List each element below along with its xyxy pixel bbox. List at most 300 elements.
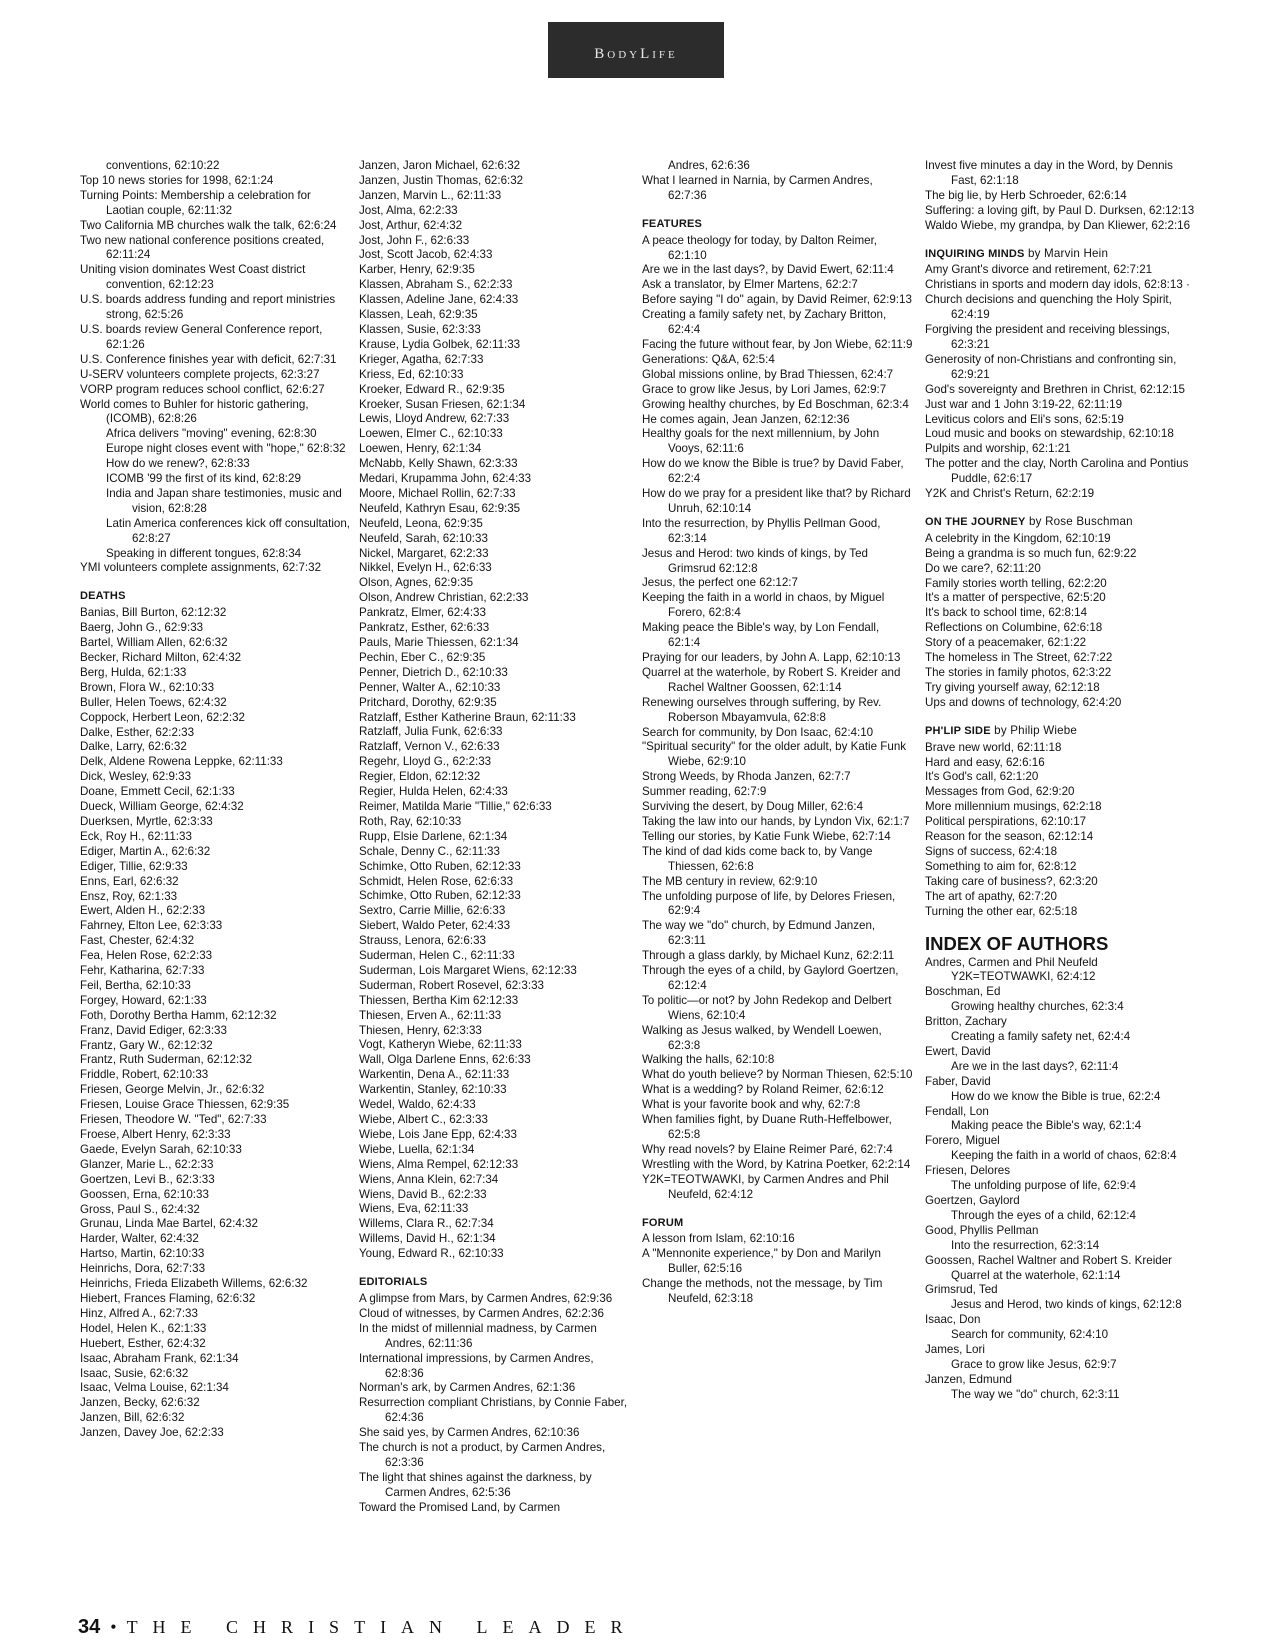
author-name: Grimsrud, Ted bbox=[925, 1283, 998, 1297]
index-entry: Generosity of non-Christians and confronting sin, 62:9:21 bbox=[925, 352, 1177, 381]
author-work: Through the eyes of a child, 62:12:4 bbox=[951, 1208, 1136, 1222]
author-name: Fendall, Lon bbox=[925, 1104, 989, 1118]
index-entry: Enns, Earl, 62:6:32 bbox=[80, 874, 179, 888]
index-entry: Generations: Q&A, 62:5:4 bbox=[642, 352, 775, 366]
index-entry: Regier, Hulda Helen, 62:4:33 bbox=[359, 785, 508, 799]
index-entry: Warkentin, Stanley, 62:10:33 bbox=[359, 1083, 507, 1097]
index-entry: U-SERV volunteers complete projects, 62:3:27 bbox=[80, 367, 320, 381]
index-entry: Willems, Clara R., 62:7:34 bbox=[359, 1217, 494, 1231]
index-entry: A peace theology for today, by Dalton Reimer, 62:1:10 bbox=[642, 233, 878, 262]
index-entry: A lesson from Islam, 62:10:16 bbox=[642, 1232, 795, 1246]
index-entry: Jost, Alma, 62:2:33 bbox=[359, 203, 458, 217]
index-entry: Kroeker, Susan Friesen, 62:1:34 bbox=[359, 397, 526, 411]
index-entry: A glimpse from Mars, by Carmen Andres, 62:9:36 bbox=[359, 1291, 613, 1305]
index-entry: Grace to grow like Jesus, by Lori James, 62:9:7 bbox=[642, 382, 887, 396]
index-entry: Norman's ark, by Carmen Andres, 62:1:36 bbox=[359, 1381, 576, 1395]
index-entry: Heinrichs, Dora, 62:7:33 bbox=[80, 1262, 206, 1276]
index-entry: Harder, Walter, 62:4:32 bbox=[80, 1232, 199, 1246]
index-entry: Summer reading, 62:7:9 bbox=[642, 785, 767, 799]
editorials-heading: EDITORIALS bbox=[359, 1276, 428, 1289]
index-entry: Regier, Eldon, 62:12:32 bbox=[359, 770, 481, 784]
author-name: Friesen, Delores bbox=[925, 1164, 1011, 1178]
index-entry: U.S. boards address funding and report ministries strong, 62:5:26 bbox=[80, 293, 336, 322]
index-entry: Doane, Emmett Cecil, 62:1:33 bbox=[80, 785, 235, 799]
index-entry: Neufeld, Leona, 62:9:35 bbox=[359, 516, 483, 530]
index-entry: What I learned in Narnia, by Carmen Andres, 62:7:36 bbox=[642, 173, 873, 202]
index-entry: Wiebe, Lois Jane Epp, 62:4:33 bbox=[359, 1127, 517, 1141]
index-entry: Africa delivers "moving" evening, 62:8:30 bbox=[106, 427, 317, 441]
on-the-journey-author: by Rose Buschman bbox=[1025, 514, 1133, 528]
index-entry: Quarrel at the waterhole, by Robert S. Kreider and Rachel Waltner Goossen, 62:1:14 bbox=[642, 665, 901, 694]
index-entry: Global missions online, by Brad Thiessen, 62:4:7 bbox=[642, 367, 894, 381]
index-entry: Change the methods, not the message, by Tim Neufeld, 62:3:18 bbox=[642, 1277, 883, 1306]
index-entry: Friesen, Louise Grace Thiessen, 62:9:35 bbox=[80, 1098, 290, 1112]
index-entry: Hinz, Alfred A., 62:7:33 bbox=[80, 1306, 198, 1320]
index-entry: Before saying "I do" again, by David Reimer, 62:9:13 bbox=[642, 293, 912, 307]
index-entry: Heinrichs, Frieda Elizabeth Willems, 62:6:32 bbox=[80, 1277, 308, 1291]
index-entry: How do we renew?, 62:8:33 bbox=[106, 457, 250, 471]
index-entry: Two new national conference positions created, 62:11:24 bbox=[80, 233, 325, 262]
index-entry: Buller, Helen Toews, 62:4:32 bbox=[80, 695, 227, 709]
index-entry: Olson, Andrew Christian, 62:2:33 bbox=[359, 591, 529, 605]
index-entry: Dick, Wesley, 62:9:33 bbox=[80, 770, 192, 784]
index-entry: Dalke, Esther, 62:2:33 bbox=[80, 725, 195, 739]
index-entry: International impressions, by Carmen Andres, 62:8:36 bbox=[359, 1351, 594, 1380]
index-entry: She said yes, by Carmen Andres, 62:10:36 bbox=[359, 1426, 580, 1440]
index-entry: What is a wedding? by Roland Reimer, 62:6:12 bbox=[642, 1083, 884, 1097]
section-header-label: BodyLife bbox=[594, 46, 678, 62]
index-entry: Dalke, Larry, 62:6:32 bbox=[80, 740, 187, 754]
index-entry: Political perspirations, 62:10:17 bbox=[925, 815, 1087, 829]
index-entry: Facing the future without fear, by Jon Wiebe, 62:11:9 bbox=[642, 337, 913, 351]
index-column-4 bbox=[925, 159, 1197, 1403]
author-work: Are we in the last days?, 62:11:4 bbox=[951, 1059, 1119, 1073]
deaths-heading: DEATHS bbox=[80, 590, 126, 603]
forum-list-continued bbox=[925, 159, 1197, 234]
index-entry: Thiessen, Bertha Kim 62:12:33 bbox=[359, 993, 519, 1007]
on-the-journey-title: ON THE JOURNEY bbox=[925, 515, 1026, 528]
phlip-side-list bbox=[925, 741, 1197, 920]
index-entry: Kriess, Ed, 62:10:33 bbox=[359, 367, 464, 381]
index-entry: Wall, Olga Darlene Enns, 62:6:33 bbox=[359, 1053, 531, 1067]
index-entry: Forgiving the president and receiving blessings, 62:3:21 bbox=[925, 323, 1170, 351]
author-name: Forero, Miguel bbox=[925, 1134, 1000, 1148]
phlip-side-author: by Philip Wiebe bbox=[990, 723, 1078, 737]
index-entry: India and Japan share testimonies, music and vision, 62:8:28 bbox=[106, 486, 342, 515]
index-entry: Telling our stories, by Katie Funk Wiebe, 62:7:14 bbox=[642, 829, 891, 843]
index-entry: Jost, Scott Jacob, 62:4:33 bbox=[359, 248, 493, 262]
index-entry: Vogt, Katheryn Wiebe, 62:11:33 bbox=[359, 1038, 522, 1052]
index-entry: Wiebe, Albert C., 62:3:33 bbox=[359, 1113, 488, 1126]
index-entry: Fea, Helen Rose, 62:2:33 bbox=[80, 949, 213, 963]
footer-bullet: • bbox=[110, 1617, 117, 1637]
index-entry: The unfolding purpose of life, by Delores Friesen, 62:9:4 bbox=[642, 889, 896, 918]
index-entry: Jesus, the perfect one 62:12:7 bbox=[642, 576, 798, 590]
index-entry: Baerg, John G., 62:9:33 bbox=[80, 621, 204, 635]
index-entry: Isaac, Abraham Frank, 62:1:34 bbox=[80, 1351, 239, 1365]
index-entry: It's back to school time, 62:8:14 bbox=[925, 606, 1088, 620]
index-column-1 bbox=[80, 159, 352, 1441]
index-entry: Ups and downs of technology, 62:4:20 bbox=[925, 695, 1122, 709]
editorials-list-continued bbox=[642, 159, 914, 204]
index-entry: Banias, Bill Burton, 62:12:32 bbox=[80, 606, 227, 620]
index-entry: Gross, Paul S., 62:4:32 bbox=[80, 1202, 200, 1216]
index-entry: In the midst of millennial madness, by Carmen Andres, 62:11:36 bbox=[359, 1321, 597, 1350]
index-entry: Taking the law into our hands, by Lyndon Vix, 62:1:7 bbox=[642, 814, 910, 828]
author-name: Isaac, Don bbox=[925, 1313, 981, 1327]
index-entry: The MB century in review, 62:9:10 bbox=[642, 874, 818, 888]
author-name: Janzen, Edmund bbox=[925, 1372, 1013, 1386]
index-entry: Suderman, Robert Rosevel, 62:3:33 bbox=[359, 978, 544, 992]
author-work: Growing healthy churches, 62:3:4 bbox=[951, 1000, 1124, 1014]
index-entry: Andres, 62:6:36 bbox=[668, 159, 750, 172]
index-entry: Loewen, Henry, 62:1:34 bbox=[359, 442, 482, 456]
index-entry: Moore, Michael Rollin, 62:7:33 bbox=[359, 486, 516, 500]
index-entry: Delk, Aldene Rowena Leppke, 62:11:33 bbox=[80, 755, 283, 769]
index-entry: Froese, Albert Henry, 62:3:33 bbox=[80, 1128, 231, 1141]
index-entry: Brave new world, 62:11:18 bbox=[925, 740, 1062, 754]
index-entry: Janzen, Becky, 62:6:32 bbox=[80, 1396, 200, 1410]
author-work: Jesus and Herod, two kinds of kings, 62:12:8 bbox=[951, 1298, 1182, 1312]
author-work: Grace to grow like Jesus, 62:9:7 bbox=[951, 1357, 1117, 1371]
index-entry: Frantz, Gary W., 62:12:32 bbox=[80, 1038, 213, 1052]
index-entry: Why read novels? by Elaine Reimer Paré, 62:7:4 bbox=[642, 1142, 893, 1156]
index-entry: Berg, Hulda, 62:1:33 bbox=[80, 665, 187, 679]
news-entries bbox=[80, 159, 352, 576]
index-entry: Gaede, Evelyn Sarah, 62:10:33 bbox=[80, 1142, 242, 1156]
index-entry: Strauss, Lenora, 62:6:33 bbox=[359, 934, 486, 948]
index-entry: Sextro, Carrie Millie, 62:6:33 bbox=[359, 904, 506, 918]
index-entry: The big lie, by Herb Schroeder, 62:6:14 bbox=[925, 188, 1127, 202]
index-entry: Y2K=TEOTWAWKI, by Carmen Andres and Phil Neufeld, 62:4:12 bbox=[642, 1172, 889, 1201]
index-entry: Jost, John F., 62:6:33 bbox=[359, 233, 470, 247]
index-entry: Turning the other ear, 62:5:18 bbox=[925, 904, 1078, 918]
index-entry: Waldo Wiebe, my grandpa, by Dan Kliewer, 62:2:16 bbox=[925, 218, 1191, 232]
index-entry: Huebert, Esther, 62:4:32 bbox=[80, 1336, 206, 1350]
index-entry: The church is not a product, by Carmen Andres, 62:3:36 bbox=[359, 1441, 606, 1469]
index-entry: Ratzlaff, Esther Katherine Braun, 62:11:33 bbox=[359, 710, 576, 724]
index-entry: "Spiritual security" for the older adult, by Katie Funk Wiebe, 62:9:10 bbox=[642, 740, 907, 769]
index-entry: Ediger, Tillie, 62:9:33 bbox=[80, 859, 188, 873]
index-entry: Ratzlaff, Vernon V., 62:6:33 bbox=[359, 740, 500, 754]
index-entry: Fehr, Katharina, 62:7:33 bbox=[80, 964, 205, 978]
index-entry: Praying for our leaders, by John A. Lapp, 62:10:13 bbox=[642, 651, 901, 664]
index-entry: When families fight, by Duane Ruth-Heffelbower, 62:5:8 bbox=[642, 1113, 892, 1141]
index-entry: Klassen, Adeline Jane, 62:4:33 bbox=[359, 293, 519, 307]
index-entry: Glanzer, Marie L., 62:2:33 bbox=[80, 1157, 214, 1171]
index-entry: Uniting vision dominates West Coast district convention, 62:12:23 bbox=[80, 263, 306, 292]
index-entry: Amy Grant's divorce and retirement, 62:7:21 bbox=[925, 263, 1153, 277]
index-entry: Resurrection compliant Christians, by Connie Faber, 62:4:36 bbox=[359, 1396, 628, 1425]
index-entry: World comes to Buhler for historic gathering, (ICOMB), 62:8:26 bbox=[80, 397, 309, 426]
author-work: Y2K=TEOTWAWKI, 62:4:12 bbox=[951, 970, 1096, 984]
author-work: Search for community, 62:4:10 bbox=[951, 1328, 1109, 1342]
index-entry: Goossen, Erna, 62:10:33 bbox=[80, 1187, 209, 1201]
index-entry: Friesen, Theodore W. "Ted", 62:7:33 bbox=[80, 1113, 267, 1127]
index-entry: Schimke, Otto Ruben, 62:12:33 bbox=[359, 889, 521, 903]
index-entry: How do we pray for a president like that? by Richard Unruh, 62:10:14 bbox=[642, 487, 911, 515]
index-entry: Renewing ourselves through suffering, by Rev. Roberson Mbayamvula, 62:8:8 bbox=[642, 695, 882, 724]
index-entry: Pankratz, Elmer, 62:4:33 bbox=[359, 606, 486, 620]
index-entry: Wiens, David B., 62:2:33 bbox=[359, 1187, 487, 1201]
index-entry: It's a matter of perspective, 62:5:20 bbox=[925, 591, 1106, 605]
index-entry: Neufeld, Kathryn Esau, 62:9:35 bbox=[359, 501, 521, 515]
index-entry: Invest five minutes a day in the Word, by Dennis Fast, 62:1:18 bbox=[925, 159, 1173, 187]
index-entry: Pritchard, Dorothy, 62:9:35 bbox=[359, 695, 497, 709]
index-entry: Goertzen, Levi B., 62:3:33 bbox=[80, 1172, 215, 1186]
index-of-authors-heading: INDEX OF AUTHORS bbox=[925, 932, 1109, 954]
index-entry: Making peace the Bible's way, by Lon Fendall, 62:1:4 bbox=[642, 621, 880, 650]
deaths-list-continued bbox=[359, 159, 631, 1262]
index-entry: Cloud of witnesses, by Carmen Andres, 62:2:36 bbox=[359, 1306, 604, 1320]
index-entry: Search for community, by Don Isaac, 62:4:10 bbox=[642, 725, 874, 739]
author-work: Keeping the faith in a world of chaos, 62:8:4 bbox=[951, 1149, 1177, 1163]
index-entry: Surviving the desert, by Doug Miller, 62:6:4 bbox=[642, 800, 864, 814]
index-entry: The homeless in The Street, 62:7:22 bbox=[925, 651, 1113, 665]
index-entry: Speaking in different tongues, 62:8:34 bbox=[106, 546, 302, 560]
author-work: Making peace the Bible's way, 62:1:4 bbox=[951, 1119, 1142, 1133]
index-entry: Dueck, William George, 62:4:32 bbox=[80, 800, 244, 814]
index-entry: Something to aim for, 62:8:12 bbox=[925, 859, 1077, 873]
index-entry: Olson, Agnes, 62:9:35 bbox=[359, 576, 474, 590]
index-entry: Wiens, Eva, 62:11:33 bbox=[359, 1202, 469, 1216]
index-entry: The potter and the clay, North Carolina and Pontius Puddle, 62:6:17 bbox=[925, 457, 1189, 486]
index-entry: Kroeker, Edward R., 62:9:35 bbox=[359, 382, 505, 396]
index-entry: Friesen, George Melvin, Jr., 62:6:32 bbox=[80, 1083, 265, 1097]
index-entry: Walking the halls, 62:10:8 bbox=[642, 1053, 775, 1067]
index-entry: Klassen, Leah, 62:9:35 bbox=[359, 308, 478, 322]
index-entry: To politic—or not? by John Redekop and Delbert Wiens, 62:10:4 bbox=[642, 993, 892, 1022]
page-footer bbox=[78, 1616, 638, 1639]
inquiring-minds-list bbox=[925, 263, 1197, 502]
author-work: The way we "do" church, 62:3:11 bbox=[951, 1387, 1120, 1401]
index-entry: Wiens, Anna Klein, 62:7:34 bbox=[359, 1172, 499, 1186]
index-entry: Nikkel, Evelyn H., 62:6:33 bbox=[359, 561, 492, 575]
author-name: Boschman, Ed bbox=[925, 985, 1001, 999]
index-entry: U.S. boards review General Conference report, 62:1:26 bbox=[80, 322, 323, 351]
index-entry: VORP program reduces school conflict, 62:6:27 bbox=[80, 382, 325, 396]
index-entry: Y2K and Christ's Return, 62:2:19 bbox=[925, 487, 1095, 501]
index-entry: Taking care of business?, 62:3:20 bbox=[925, 874, 1098, 888]
index-entry: He comes again, Jean Janzen, 62:12:36 bbox=[642, 412, 850, 426]
index-entry: Friddle, Robert, 62:10:33 bbox=[80, 1068, 209, 1082]
section-header bbox=[548, 22, 724, 78]
index-entry: Becker, Richard Milton, 62:4:32 bbox=[80, 651, 242, 664]
index-entry: Pulpits and worship, 62:1:21 bbox=[925, 442, 1071, 456]
phlip-side-heading bbox=[925, 724, 1197, 739]
index-entry: Lewis, Lloyd Andrew, 62:7:33 bbox=[359, 412, 510, 426]
index-entry: Roth, Ray, 62:10:33 bbox=[359, 814, 462, 828]
index-entry: Latin America conferences kick off consultation, 62:8:27 bbox=[106, 516, 351, 545]
inquiring-minds-author: by Marvin Hein bbox=[1024, 246, 1109, 260]
inquiring-minds-title: INQUIRING MINDS bbox=[925, 247, 1025, 260]
index-entry: Janzen, Davey Joe, 62:2:33 bbox=[80, 1426, 224, 1440]
index-entry: Christians in sports and modern day idols, 62:8:13 · bbox=[925, 278, 1190, 292]
index-entry: Klassen, Abraham S., 62:2:33 bbox=[359, 278, 513, 292]
author-name: James, Lori bbox=[925, 1343, 985, 1357]
index-entry: Church decisions and quenching the Holy Spirit, 62:4:19 bbox=[925, 293, 1172, 322]
phlip-side-title: PH'LIP SIDE bbox=[925, 724, 991, 737]
index-entry: Reimer, Matilda Marie "Tillie," 62:6:33 bbox=[359, 799, 552, 813]
index-entry: Into the resurrection, by Phyllis Pellman Good, 62:3:14 bbox=[642, 516, 881, 545]
index-entry: Messages from God, 62:9:20 bbox=[925, 785, 1075, 799]
index-entry: Krause, Lydia Golbek, 62:11:33 bbox=[359, 337, 521, 351]
index-entry: Two California MB churches walk the talk, 62:6:24 bbox=[80, 218, 337, 232]
index-entry: Healthy goals for the next millennium, by John Vooys, 62:11:6 bbox=[642, 427, 880, 456]
index-entry: Story of a peacemaker, 62:1:22 bbox=[925, 636, 1087, 650]
index-entry: Karber, Henry, 62:9:35 bbox=[359, 263, 475, 277]
index-entry: Foth, Dorothy Bertha Hamm, 62:12:32 bbox=[80, 1008, 277, 1022]
index-entry: Schimke, Otto Ruben, 62:12:33 bbox=[359, 859, 521, 873]
index-entry: Through the eyes of a child, by Gaylord Goertzen, 62:12:4 bbox=[642, 964, 899, 992]
index-entry: Ediger, Martin A., 62:6:32 bbox=[80, 844, 211, 858]
index-entry: Schale, Denny C., 62:11:33 bbox=[359, 844, 500, 858]
inquiring-minds-heading bbox=[925, 247, 1197, 262]
index-entry: Strong Weeds, by Rhoda Janzen, 62:7:7 bbox=[642, 770, 851, 784]
index-entry: Walking as Jesus walked, by Wendell Loewen, 62:3:8 bbox=[642, 1023, 882, 1052]
index-entry: Ratzlaff, Julia Funk, 62:6:33 bbox=[359, 725, 503, 739]
index-entry: Europe night closes event with "hope," 62:8:32 bbox=[106, 442, 346, 456]
index-entry: Thiesen, Erven A., 62:11:33 bbox=[359, 1008, 502, 1022]
index-entry: Suderman, Helen C., 62:11:33 bbox=[359, 949, 515, 963]
index-entry: Duerksen, Myrtle, 62:3:33 bbox=[80, 814, 213, 828]
index-entry: Being a grandma is so much fun, 62:9:22 bbox=[925, 546, 1137, 560]
index-entry: Coppock, Herbert Leon, 62:2:32 bbox=[80, 710, 245, 724]
index-entry: What do youth believe? by Norman Thiesen, 62:5:10 bbox=[642, 1068, 913, 1082]
index-entry: Eck, Roy H., 62:11:33 bbox=[80, 829, 192, 843]
index-entry: What is your favorite book and why, 62:7:8 bbox=[642, 1098, 861, 1112]
index-entry: Willems, David H., 62:1:34 bbox=[359, 1232, 496, 1246]
index-entry: Brown, Flora W., 62:10:33 bbox=[80, 680, 215, 694]
index-entry: Do we care?, 62:11:20 bbox=[925, 561, 1041, 575]
index-entry: Try giving yourself away, 62:12:18 bbox=[925, 680, 1100, 694]
index-entry: Wiens, Alma Rempel, 62:12:33 bbox=[359, 1157, 519, 1171]
on-the-journey-list bbox=[925, 532, 1197, 711]
index-entry: The way we "do" church, by Edmund Janzen, 62:3:11 bbox=[642, 919, 876, 948]
index-entry: Growing healthy churches, by Ed Boschman, 62:3:4 bbox=[642, 397, 909, 411]
index-entry: Loewen, Elmer C., 62:10:33 bbox=[359, 427, 503, 441]
features-list bbox=[642, 234, 914, 1203]
index-entry: Keeping the faith in a world in chaos, by Miguel Forero, 62:8:4 bbox=[642, 591, 885, 620]
index-entry: Leviticus colors and Eli's sons, 62:5:19 bbox=[925, 412, 1124, 426]
index-entry: Hiebert, Frances Flaming, 62:6:32 bbox=[80, 1291, 256, 1305]
index-entry: Turning Points: Membership a celebration for Laotian couple, 62:11:32 bbox=[80, 188, 311, 217]
index-entry: Reflections on Columbine, 62:6:18 bbox=[925, 621, 1103, 635]
index-entry: Janzen, Bill, 62:6:32 bbox=[80, 1411, 185, 1425]
index-entry: It's God's call, 62:1:20 bbox=[925, 770, 1039, 784]
author-work: Quarrel at the waterhole, 62:1:14 bbox=[951, 1268, 1121, 1282]
index-entry: More millennium musings, 62:2:18 bbox=[925, 800, 1102, 814]
index-entry: Toward the Promised Land, by Carmen bbox=[359, 1500, 561, 1514]
index-entry: Wedel, Waldo, 62:4:33 bbox=[359, 1098, 476, 1112]
forum-heading: FORUM bbox=[642, 1216, 684, 1229]
index-entry: Ewert, Alden H., 62:2:33 bbox=[80, 904, 206, 918]
index-entry: Schmidt, Helen Rose, 62:6:33 bbox=[359, 874, 514, 888]
editorials-list bbox=[359, 1292, 631, 1516]
index-entry: Regehr, Lloyd G., 62:2:33 bbox=[359, 755, 492, 769]
magazine-title: THE CHRISTIAN LEADER bbox=[126, 1617, 638, 1637]
index-entry: Pankratz, Esther, 62:6:33 bbox=[359, 621, 490, 635]
index-of-authors-list bbox=[925, 956, 1197, 1403]
index-entry: Penner, Walter A., 62:10:33 bbox=[359, 680, 501, 694]
author-work: The unfolding purpose of life, 62:9:4 bbox=[951, 1179, 1136, 1193]
index-entry: Isaac, Velma Louise, 62:1:34 bbox=[80, 1381, 229, 1395]
index-entry: Hodel, Helen K., 62:1:33 bbox=[80, 1321, 207, 1335]
author-name: Faber, David bbox=[925, 1074, 991, 1088]
index-column-2 bbox=[359, 159, 631, 1516]
index-entry: Thiesen, Henry, 62:3:33 bbox=[359, 1023, 482, 1037]
index-entry: Grunau, Linda Mae Bartel, 62:4:32 bbox=[80, 1217, 258, 1231]
forum-list bbox=[642, 1232, 914, 1307]
index-entry: The kind of dad kids come back to, by Vange Thiessen, 62:6:8 bbox=[642, 844, 873, 873]
index-entry: Klassen, Susie, 62:3:33 bbox=[359, 322, 481, 336]
index-entry: McNabb, Kelly Shawn, 62:3:33 bbox=[359, 457, 518, 471]
index-entry: Jost, Arthur, 62:4:32 bbox=[359, 218, 463, 232]
index-entry: God's sovereignty and Brethren in Christ, 62:12:15 bbox=[925, 382, 1185, 396]
index-entry: Top 10 news stories for 1998, 62:1:24 bbox=[80, 173, 274, 187]
index-entry: Fast, Chester, 62:4:32 bbox=[80, 934, 195, 948]
index-entry: Jesus and Herod: two kinds of kings, by Ted Grimsrud 62:12:8 bbox=[642, 546, 868, 575]
index-entry: Loud music and books on stewardship, 62:10:18 bbox=[925, 427, 1174, 441]
index-entry: Krieger, Agatha, 62:7:33 bbox=[359, 352, 484, 366]
index-entry: Isaac, Susie, 62:6:32 bbox=[80, 1366, 189, 1380]
index-entry: Janzen, Justin Thomas, 62:6:32 bbox=[359, 173, 524, 187]
index-entry: Neufeld, Sarah, 62:10:33 bbox=[359, 531, 488, 545]
index-entry: Hard and easy, 62:6:16 bbox=[925, 755, 1045, 769]
author-work: How do we know the Bible is true, 62:2:4 bbox=[951, 1089, 1161, 1103]
author-name: Britton, Zachary bbox=[925, 1015, 1007, 1029]
index-entry: Reason for the season, 62:12:14 bbox=[925, 830, 1094, 844]
index-entry: A celebrity in the Kingdom, 62:10:19 bbox=[925, 531, 1111, 545]
index-entry: Nickel, Margaret, 62:2:33 bbox=[359, 546, 489, 560]
index-entry: Just war and 1 John 3:19-22, 62:11:19 bbox=[925, 397, 1123, 411]
index-entry: Fahrney, Elton Lee, 62:3:33 bbox=[80, 919, 223, 933]
index-entry: Wiebe, Luella, 62:1:34 bbox=[359, 1142, 475, 1156]
index-entry: Wrestling with the Word, by Katrina Poetker, 62:2:14 bbox=[642, 1157, 911, 1171]
index-entry: U.S. Conference finishes year with deficit, 62:7:31 bbox=[80, 352, 337, 366]
author-work: Into the resurrection, 62:3:14 bbox=[951, 1238, 1100, 1252]
author-name: Good, Phyllis Pellman bbox=[925, 1223, 1039, 1237]
index-column-3 bbox=[642, 159, 914, 1307]
index-entry: The light that shines against the darkness, by Carmen Andres, 62:5:36 bbox=[359, 1470, 592, 1499]
index-entry: Family stories worth telling, 62:2:20 bbox=[925, 576, 1107, 590]
index-entry: A "Mennonite experience," by Don and Marilyn Buller, 62:5:16 bbox=[642, 1247, 881, 1276]
index-entry: Through a glass darkly, by Michael Kunz, 62:2:11 bbox=[642, 949, 895, 963]
index-entry: Penner, Dietrich D., 62:10:33 bbox=[359, 665, 508, 679]
index-entry: The art of apathy, 62:7:20 bbox=[925, 889, 1057, 903]
index-entry: Warkentin, Dena A., 62:11:33 bbox=[359, 1068, 510, 1082]
author-work: Creating a family safety net, 62:4:4 bbox=[951, 1030, 1131, 1044]
index-entry: Suderman, Lois Margaret Wiens, 62:12:33 bbox=[359, 963, 577, 977]
index-entry: Medari, Krupamma John, 62:4:33 bbox=[359, 472, 532, 486]
index-entry: Creating a family safety net, by Zachary Britton, 62:4:4 bbox=[642, 308, 887, 337]
index-entry: Pauls, Marie Thiessen, 62:1:34 bbox=[359, 636, 519, 649]
index-entry: Franz, David Ediger, 62:3:33 bbox=[80, 1023, 227, 1037]
author-name: Ewert, David bbox=[925, 1044, 991, 1058]
page-number: 34 bbox=[78, 1616, 101, 1638]
index-entry: Frantz, Ruth Suderman, 62:12:32 bbox=[80, 1053, 253, 1067]
index-entry: The stories in family photos, 62:3:22 bbox=[925, 666, 1112, 679]
features-heading: FEATURES bbox=[642, 217, 703, 230]
index-entry: Pechin, Eber C., 62:9:35 bbox=[359, 650, 486, 664]
index-entry: Ask a translator, by Elmer Martens, 62:2:7 bbox=[642, 278, 858, 292]
index-entry: Rupp, Elsie Darlene, 62:1:34 bbox=[359, 829, 508, 843]
index-entry: YMI volunteers complete assignments, 62:7:32 bbox=[80, 561, 322, 575]
index-entry: Siebert, Waldo Peter, 62:4:33 bbox=[359, 919, 511, 933]
author-name: Goossen, Rachel Waltner and Robert S. Kreider bbox=[925, 1253, 1173, 1267]
index-entry: How do we know the Bible is true? by David Faber, 62:2:4 bbox=[642, 457, 904, 486]
author-name: Andres, Carmen and Phil Neufeld bbox=[925, 955, 1098, 969]
